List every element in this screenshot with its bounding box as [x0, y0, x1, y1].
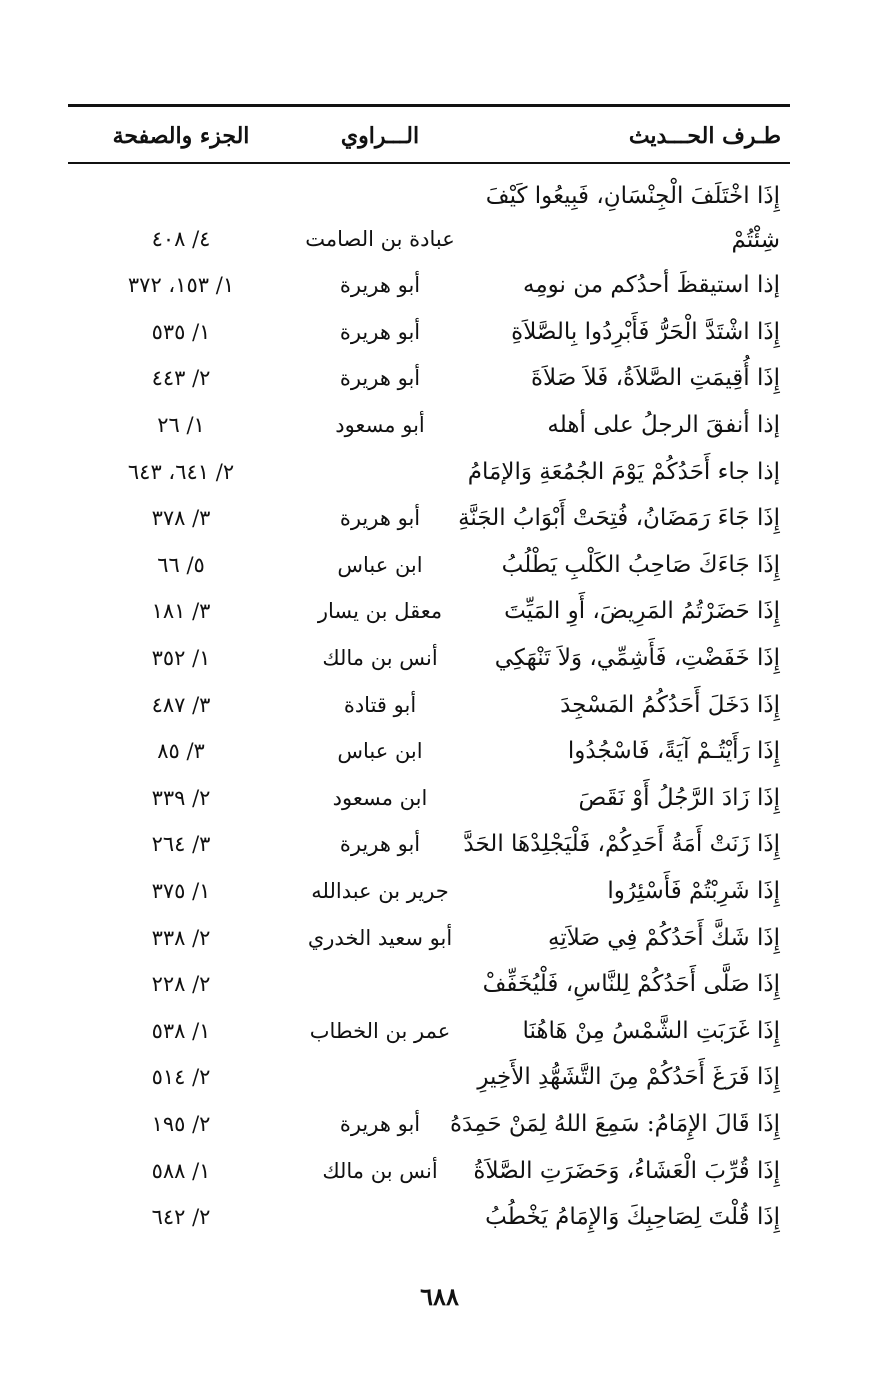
hadith-text: إذا استيقظَ أحدُكم من نومِه — [523, 272, 780, 299]
narrator: عمر بن الخطاب — [309, 1018, 451, 1043]
hadith-text: إِذَا رَأَيْتُـمْ آيَةً، فَاسْجُدُوا — [567, 738, 780, 765]
narrator: أنس بن مالك — [322, 646, 438, 671]
narrator: ابن عباس — [337, 552, 423, 577]
narrator: أبو هريرة — [339, 319, 421, 344]
table-row — [68, 542, 790, 589]
narrator: جرير بن عبدالله — [311, 879, 449, 904]
hadith-text: إِذَا قَالَ الإِمَامُ: سَمِعَ اللهُ لِمَنْ حَمِدَهُ — [449, 1110, 780, 1137]
table-row — [68, 448, 790, 495]
table-row — [68, 728, 790, 775]
narrator: أبو قتادة — [343, 692, 417, 717]
volume-page: ٣/ ١٨١ — [151, 599, 211, 624]
hadith-text: إِذَا قُرِّبَ الْعَشَاءُ، وَحَضَرَتِ الصَّلاَةُ — [473, 1157, 780, 1184]
hadith-text: إِذَا غَرَبَتِ الشَّمْسُ مِنْ هَاهُنَا — [522, 1017, 780, 1044]
volume-page: ١/ ٣٥٢ — [151, 646, 211, 671]
narrator: معقل بن يسار — [317, 599, 443, 624]
header-reference-label: الجزء والصفحة — [112, 123, 250, 149]
narrator — [300, 961, 460, 1008]
table-row — [68, 775, 790, 822]
table-row — [68, 172, 790, 262]
top-rule — [68, 104, 790, 107]
hadith-text: إِذَا شَكَّ أَحَدُكُمْ فِي صَلاَتِهِ — [547, 924, 780, 951]
table-row — [68, 961, 790, 1008]
volume-page: ٣/ ٢٦٤ — [151, 832, 211, 857]
table-row — [68, 1054, 790, 1101]
hadith-text: إِذَا فَرَغَ أَحَدُكُمْ مِنَ التَّشَهُّدِ الأَخِيرِ — [477, 1064, 780, 1091]
volume-page: ٢/ ٣٣٨ — [151, 925, 211, 950]
table-row — [68, 1101, 790, 1148]
volume-page: ٢/ ١٩٥ — [151, 1111, 211, 1136]
volume-page: ٣/ ٣٧٨ — [151, 506, 211, 531]
narrator: أبو هريرة — [339, 366, 421, 391]
header-narrator-label: الـــراوي — [340, 123, 420, 149]
narrator: أبو هريرة — [339, 1111, 421, 1136]
table-row — [68, 1147, 790, 1194]
header-rule — [68, 162, 790, 164]
narrator — [300, 1194, 460, 1241]
volume-page: ٣/ ٤٨٧ — [151, 692, 211, 717]
hadith-text: إذا جاء أَحَدُكُمْ يَوْمَ الجُمُعَةِ وَالإمَامُ — [467, 458, 780, 485]
volume-page: ١/ ٥٣٥ — [151, 319, 211, 344]
table-row — [68, 1008, 790, 1055]
table-row — [68, 402, 790, 449]
hadith-text: إِذَا جَاءَ رَمَضَانُ، فُتِحَتْ أَبْوَابُ الجَنَّةِ — [458, 505, 780, 532]
hadith-text: إِذَا زَنَتْ أَمَةُ أَحَدِكُمْ، فَلْيَجْلِدْهَا الحَدَّ — [463, 831, 780, 858]
narrator: أبو مسعود — [335, 413, 425, 438]
volume-page: ٢/ ٦٤١، ٦٤٣ — [127, 459, 235, 484]
volume-page: ٣/ ٨٥ — [157, 739, 205, 764]
table-row — [68, 868, 790, 915]
volume-page: ٥/ ٦٦ — [157, 552, 205, 577]
table-row — [68, 914, 790, 961]
hadith-text: إِذَا قُلْتَ لِصَاحِبِكَ وَالإِمَامُ يَخْطُبُ — [485, 1204, 780, 1231]
volume-page: ١/ ٥٨٨ — [151, 1158, 211, 1183]
hadith-text: إذا أنفقَ الرجلُ على أهله — [547, 412, 780, 439]
hadith-text: إِذَا حَضَرْتُمُ المَرِيضَ، أَوِ المَيِّتَ — [504, 598, 780, 625]
hadith-text: إِذَا شَرِبْتُمْ فَأَسْئِرُوا — [607, 878, 780, 905]
hadith-text: إِذَا صَلَّى أَحَدُكُمْ لِلنَّاسِ، فَلْيُخَفِّفْ — [482, 971, 780, 998]
volume-page: ١/ ٢٦ — [157, 413, 205, 438]
hadith-text: إِذَا جَاءَكَ صَاحِبُ الكَلْبِ يَطْلُبُ — [501, 551, 780, 578]
volume-page: ٢/ ٤٤٣ — [151, 366, 211, 391]
hadith-text: إِذَا أُقِيمَتِ الصَّلاَةُ، فَلاَ صَلاَةَ — [530, 365, 780, 392]
hadith-text: إِذَا اشْتَدَّ الْحَرُّ فَأَبْرِدُوا بِالصَّلاَةِ — [511, 318, 780, 345]
narrator: أبو هريرة — [339, 273, 421, 298]
narrator — [300, 448, 460, 495]
volume-page: ١/ ٣٧٥ — [151, 879, 211, 904]
table-row — [68, 681, 790, 728]
table-row — [68, 495, 790, 542]
narrator: ابن مسعود — [332, 785, 428, 810]
narrator: أبو هريرة — [339, 506, 421, 531]
narrator: عبادة بن الصامت — [305, 227, 455, 252]
table-row — [68, 821, 790, 868]
hadith-index-table — [68, 172, 790, 1240]
volume-page: ١/ ١٥٣، ٣٧٢ — [127, 273, 235, 298]
page-number: ٦٨٨ — [420, 1282, 459, 1311]
narrator: أبو هريرة — [339, 832, 421, 857]
narrator — [300, 1054, 460, 1101]
hadith-text: إِذَا دَخَلَ أَحَدُكُمُ المَسْجِدَ — [560, 691, 780, 718]
table-row — [68, 355, 790, 402]
table-row — [68, 588, 790, 635]
volume-page: ٤/ ٤٠٨ — [151, 227, 211, 252]
table-row — [68, 1194, 790, 1241]
volume-page: ٢/ ٦٤٢ — [151, 1205, 211, 1230]
table-row — [68, 262, 790, 309]
volume-page: ٢/ ٥١٤ — [151, 1065, 211, 1090]
volume-page: ٢/ ٣٣٩ — [151, 785, 211, 810]
hadith-text: إِذَا اخْتَلَفَ الْجِنْسَانِ، فَبِيعُوا كَيْفَ شِئْتُمْ — [485, 183, 780, 253]
table-row — [68, 635, 790, 682]
volume-page: ١/ ٥٣٨ — [151, 1018, 211, 1043]
hadith-text: إِذَا خَفَضْتِ، فَأَشِمِّي، وَلاَ تَنْهَكِي — [494, 645, 780, 672]
hadith-text: إِذَا زَادَ الرَّجُلُ أَوْ نَقَصَ — [578, 784, 780, 811]
narrator: أنس بن مالك — [322, 1158, 438, 1183]
narrator: ابن عباس — [337, 739, 423, 764]
narrator: أبو سعيد الخدري — [307, 925, 453, 950]
volume-page: ٢/ ٢٢٨ — [151, 972, 211, 997]
table-row — [68, 309, 790, 356]
header-hadith-label: طـرف الحـــديث — [628, 123, 781, 149]
